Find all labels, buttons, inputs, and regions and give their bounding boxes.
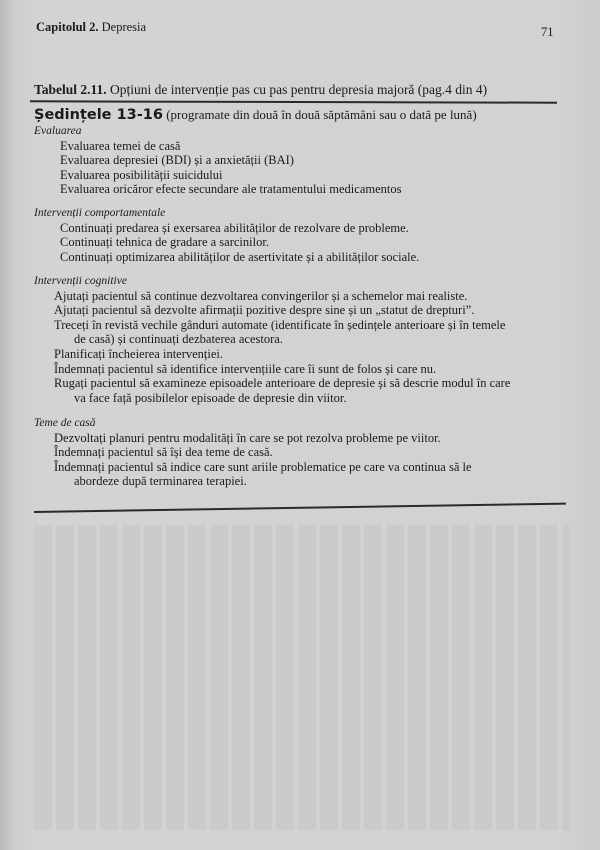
list-item: Evaluarea temei de casă: [60, 138, 181, 153]
table-top-rule: [30, 100, 557, 103]
table-title: Opțiuni de intervenție pas cu pas pentru depresia majoră (pag.4 din 4): [110, 82, 488, 97]
list-item: Evaluarea posibilității suicidului: [60, 167, 223, 182]
section-homework: [34, 416, 472, 489]
list-item: Planificați încheierea intervenției.: [54, 346, 224, 361]
list-item: Evaluarea depresiei (BDI) și a anxietății (BAI): [60, 153, 294, 168]
running-head: [36, 20, 146, 35]
list-item: Treceți în revistă vechile gânduri automate (identificate în ședințele anterioare și în temele: [54, 317, 506, 332]
list-item: Dezvoltați planuri pentru modalități în care se pot rezolva probleme pe viitor.: [54, 430, 441, 445]
section-heading: Intervenții comportamentale: [34, 207, 166, 219]
list-item: Îndemnați pacientul să identifice intervențiile care îi sunt de folos și care nu.: [54, 361, 437, 376]
table-bottom-rule: [34, 503, 566, 513]
list-item: Îndemnați pacientul să indice care sunt ariile problematice pe care va continua să le: [54, 459, 472, 474]
session-heading: [34, 107, 477, 123]
chapter-title: Depresia: [101, 20, 147, 34]
list-item-continuation: abordeze după terminarea terapiei.: [74, 474, 247, 489]
list-item: Ajutați pacientul să dezvolte afirmații pozitive despre sine și un „statut de drepturi”.: [54, 303, 475, 318]
list-item: Continuați optimizarea abilităților de asertivitate și a abilităților sociale.: [60, 249, 420, 264]
bleed-through-text: [34, 525, 569, 830]
list-item: Rugați pacientul să examineze episoadele anterioare de depresie și să descrie modul în care: [54, 376, 511, 391]
session-subtitle: (programate din două în două săptămâni sau o dată pe lună): [166, 107, 477, 122]
list-item-continuation: de casă) și continuați dezbaterea acestora.: [74, 332, 283, 347]
list-item: Continuați predarea și exersarea abilităților de rezolvare de probleme.: [60, 220, 409, 235]
table-label: Tabelul 2.11.: [34, 82, 107, 97]
table-caption: [34, 82, 487, 98]
list-item: Evaluarea oricăror efecte secundare ale tratamentului medicamentos: [60, 182, 402, 197]
page-number: 71: [541, 25, 554, 39]
list-item: Ajutați pacientul să continue dezvoltarea convingerilor și a schemelor mai realiste.: [54, 288, 468, 303]
section-evaluation: [34, 124, 401, 197]
section-heading: Teme de casă: [34, 417, 96, 429]
list-item: Continuați tehnica de gradare a sarcinilor.: [60, 235, 269, 250]
section-behavioral: [34, 206, 419, 264]
list-item: Îndemnați pacientul să își dea teme de casă.: [54, 445, 273, 460]
list-item-continuation: va face față posibilelor episoade de depresie din viitor.: [74, 390, 347, 405]
section-heading: Intervenții cognitive: [34, 275, 127, 287]
section-heading: Evaluarea: [34, 125, 82, 137]
chapter-label: Capitolul 2.: [36, 20, 99, 34]
section-cognitive: [34, 274, 510, 405]
session-title: Ședințele 13-16: [34, 107, 163, 123]
